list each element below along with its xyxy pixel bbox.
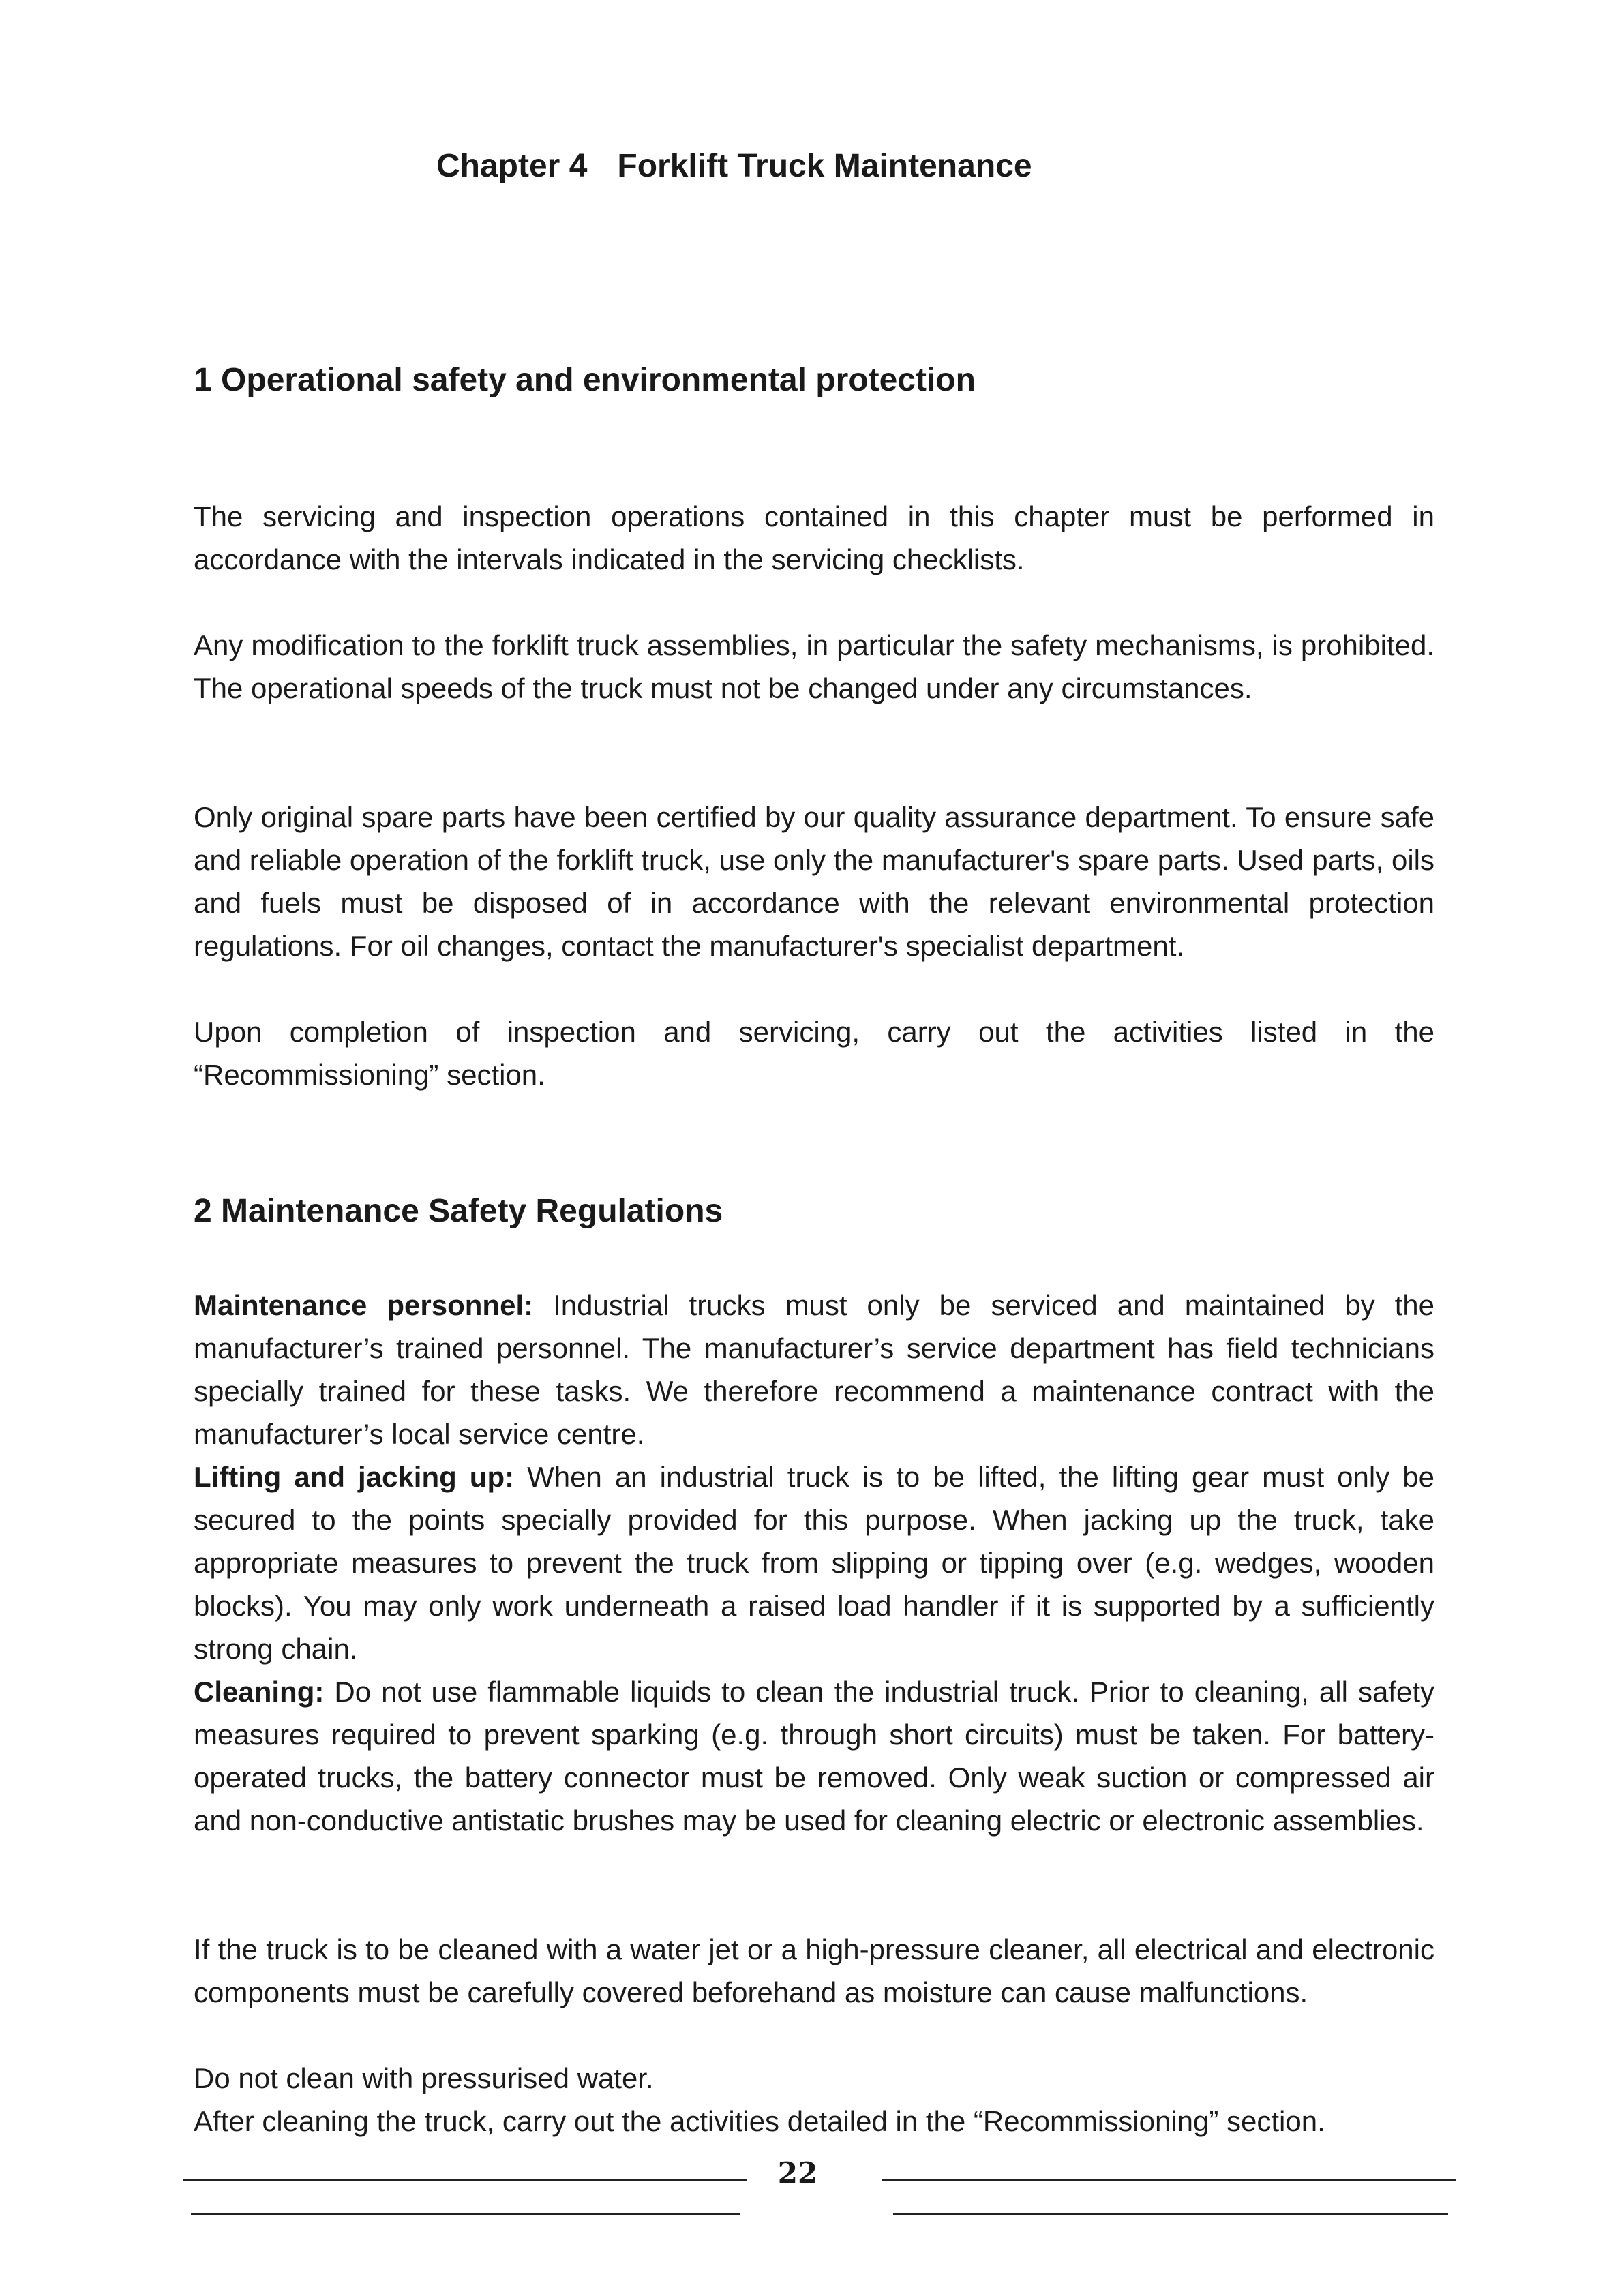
cleaning-paragraph (194, 1670, 1434, 1842)
footer-rule-left-upper (183, 2179, 747, 2181)
cleaning-label: Cleaning: (194, 1676, 325, 1708)
footer-rule-left-lower (191, 2213, 740, 2215)
maintenance-personnel-text: Industrial trucks must only be serviced and maintained by the manufacturer’s trained personnel. The manufacturer’s service department has field technicians specially trained for these tasks. We therefore recommend a maintenance contract with the manufacturer’s local service centre. (194, 1289, 1435, 1450)
section-1-paragraph-3: Only original spare parts have been certified by our quality assurance department. To ensure safe and reliable operation of the forklift truck, use only the manufacturer's spare parts. Used parts, oils and fuels must be disposed of in accordance with the relevant environmental protection regulations. For oil changes, contact the manufacturer's specialist department. (194, 801, 1434, 962)
chapter-number: Chapter 4 (436, 148, 588, 184)
section-2-heading: 2 Maintenance Safety Regulations (194, 1193, 723, 1229)
water-jet-paragraph: If the truck is to be cleaned with a water jet or a high-pressure cleaner, all electrical and electronic components must be carefully covered beforehand as moisture can cause malfunctions. (194, 1933, 1434, 2008)
lifting-jacking-label: Lifting and jacking up: (194, 1461, 515, 1493)
chapter-title (436, 145, 1032, 188)
section-1-paragraph-1: The servicing and inspection operations contained in this chapter must be performed in accordance with the intervals indicated in the servicing checklists. (194, 500, 1434, 575)
after-cleaning-note: After cleaning the truck, carry out the activities detailed in the “Recommissioning” section. (194, 2105, 1325, 2137)
section-1-paragraph-4: Upon completion of inspection and servicing, carry out the activities listed in the “Recommissioning” section. (194, 1016, 1434, 1091)
footer-rule-right-lower (893, 2213, 1448, 2215)
page-number: 22 (777, 2156, 818, 2190)
section-1-heading: 1 Operational safety and environmental protection (194, 362, 976, 398)
cleaning-text: Do not use flammable liquids to clean the industrial truck. Prior to cleaning, all safety measures required to prevent sparking (e.g. through short circuits) must be taken. For battery-operated trucks, the battery connector must be removed. Only weak suction or compressed air and non-conductive antistatic brushes may be used for cleaning electric or electronic assemblies. (194, 1676, 1435, 1837)
maintenance-personnel-label: Maintenance personnel: (194, 1289, 534, 1321)
maintenance-personnel-paragraph (194, 1284, 1434, 1455)
lifting-jacking-paragraph (194, 1455, 1434, 1670)
section-1-paragraph-2: Any modification to the forklift truck assemblies, in particular the safety mechanisms, is prohibited. The operational speeds of the truck must not be changed under any circumstances. (194, 629, 1434, 704)
chapter-name: Forklift Truck Maintenance (617, 148, 1032, 184)
pressurised-water-note: Do not clean with pressurised water. (194, 2062, 654, 2094)
footer-rule-right-upper (882, 2179, 1456, 2181)
lifting-jacking-text: When an industrial truck is to be lifted, the lifting gear must only be secured to the points specially provided for this purpose. When jacking up the truck, take appropriate measures to prevent the truck from slipping or tipping over (e.g. wedges, wooden blocks). You may only work underneath a raised load handler if it is supported by a sufficiently strong chain. (194, 1461, 1434, 1665)
